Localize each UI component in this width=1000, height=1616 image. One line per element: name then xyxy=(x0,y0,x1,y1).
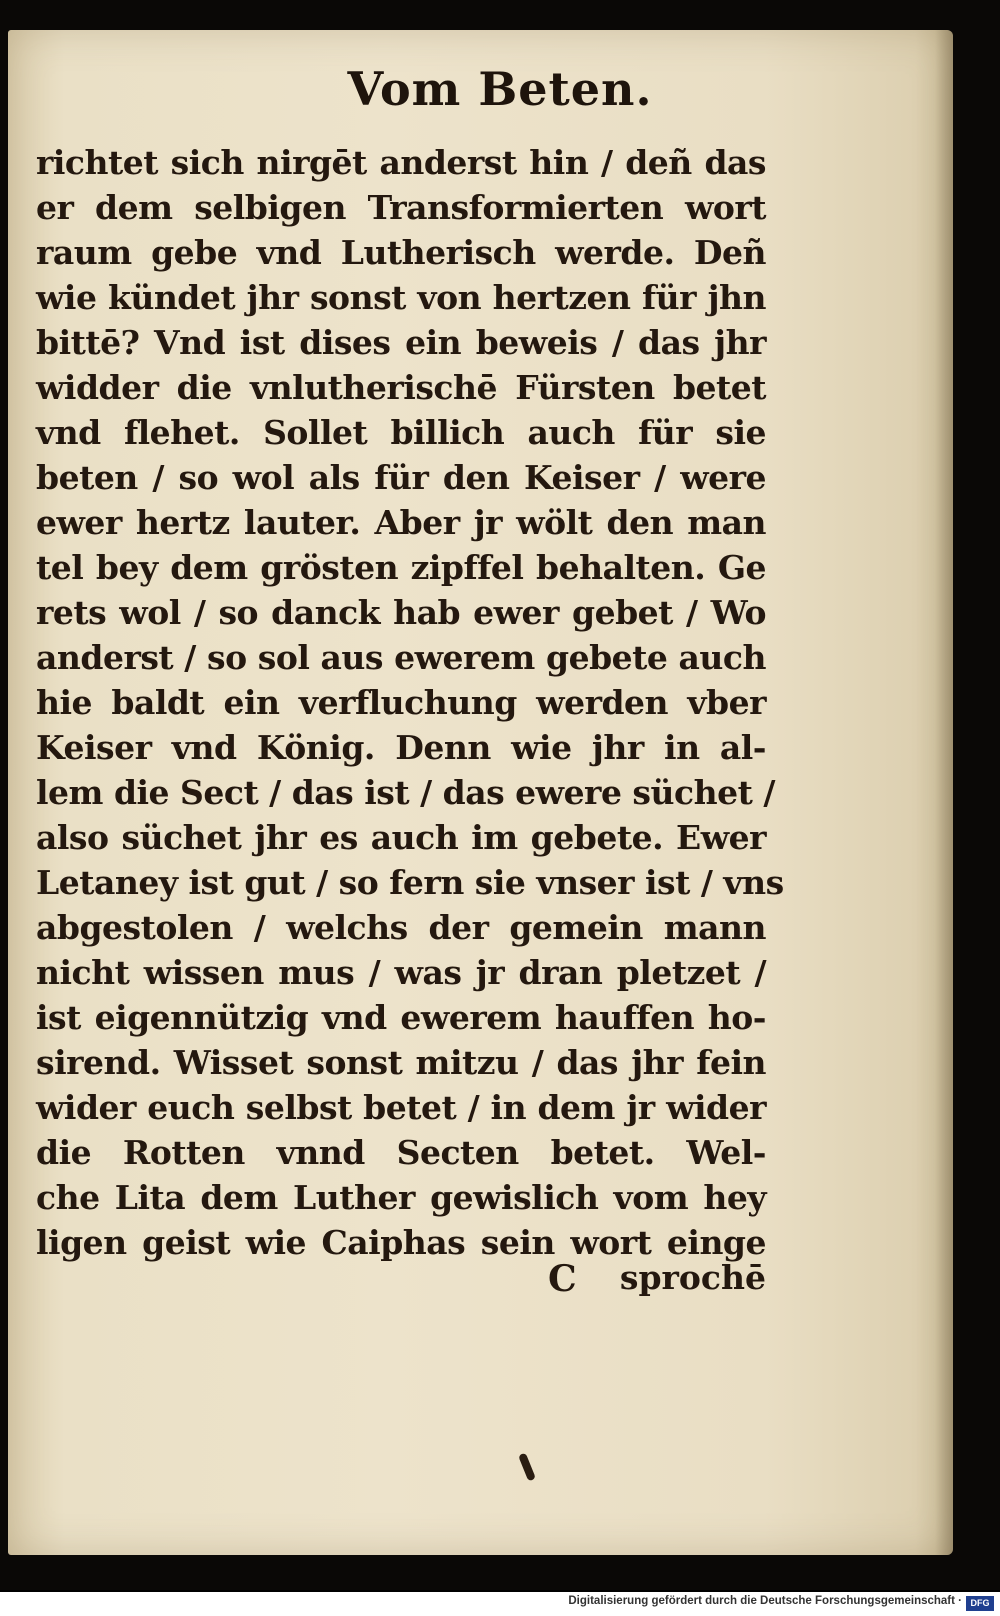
page-bottom-marks xyxy=(36,1258,766,1304)
text-line: ewer hertz lauter. Aber jr wölt den man xyxy=(36,503,766,542)
text-line: ligen geist wie Caiphas sein wort einge xyxy=(36,1223,766,1262)
footer-bar xyxy=(0,1592,1000,1616)
catchword: sprochē xyxy=(619,1258,766,1297)
text-line: also süchet jhr es auch im gebete. Ewer xyxy=(36,818,766,857)
text-line: abgestolen / welchs der gemein mann xyxy=(36,908,766,947)
text-line: Keiser vnd König. Denn wie jhr in al- xyxy=(36,728,766,767)
text-line: rets wol / so danck hab ewer gebet / Wo xyxy=(36,593,766,632)
text-line: che Lita dem Luther gewislich vom hey xyxy=(36,1178,766,1217)
text-line: richtet sich nirgēt anderst hin / deñ das xyxy=(36,143,766,182)
text-line: die Rotten vnnd Secten betet. Wel- xyxy=(36,1133,766,1172)
text-line: sirend. Wisset sonst mitzu / das jhr fein xyxy=(36,1043,766,1082)
text-line: er dem selbigen Transformierten wort xyxy=(36,188,766,227)
signature-mark: C xyxy=(548,1258,577,1300)
text-line: Letaney ist gut / so fern sie vnser ist / vns xyxy=(36,863,784,902)
footer-credit: Digitalisierung gefördert durch die Deutsche Forschungsgemeinschaft · xyxy=(568,1595,962,1607)
text-line: vnd flehet. Sollet billich auch für sie xyxy=(36,413,766,452)
text-line: widder die vnlutherischē Fürsten betet xyxy=(36,368,766,407)
dfg-logo: DFG xyxy=(966,1596,994,1611)
text-line: nicht wissen mus / was jr dran pletzet / xyxy=(36,953,766,992)
text-line: raum gebe vnd Lutherisch werde. Deñ xyxy=(36,233,766,272)
text-line: tel bey dem grösten zipffel behalten. Ge xyxy=(36,548,766,587)
text-line: ist eigennützig vnd ewerem hauffen ho- xyxy=(36,998,766,1037)
text-line: lem die Sect / das ist / das ewere süchet / xyxy=(36,773,775,812)
text-line: wider euch selbst betet / in dem jr wider xyxy=(36,1088,766,1127)
text-line: bittē? Vnd ist dises ein beweis / das jhr xyxy=(36,323,766,362)
text-line: wie kündet jhr sonst von hertzen für jhn xyxy=(36,278,766,317)
text-line: hie baldt ein verfluchung werden vber xyxy=(36,683,766,722)
page-heading: Vom Beten. xyxy=(347,62,653,116)
body-text xyxy=(36,140,784,1265)
text-line: anderst / so sol aus ewerem gebete auch xyxy=(36,638,766,677)
text-line: beten / so wol als für den Keiser / were xyxy=(36,458,766,497)
